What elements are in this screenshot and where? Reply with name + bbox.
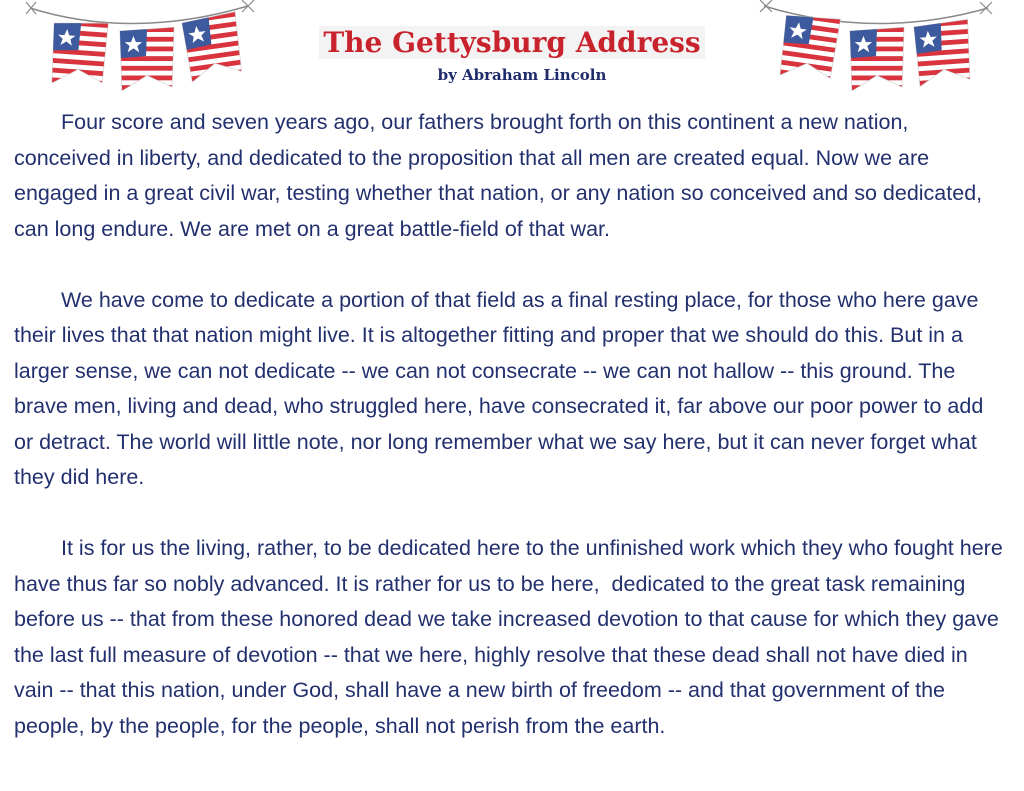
paragraph-1: Four score and seven years ago, our fathers brought forth on this continent a new nation, conceived in liberty, and dedicated to the proposition that all men are created equal. Now we are engaged in a great civil war, testing whether that nation, or any nation so conceived and so dedicated, can long endure. We are met on a great battle-field of that war. xyxy=(14,110,989,241)
document-body xyxy=(14,105,1008,744)
document-title-text: The Gettysburg Address xyxy=(319,26,704,59)
document-title xyxy=(0,24,1024,62)
document-header xyxy=(0,0,1024,100)
paragraph-3: It is for us the living, rather, to be dedicated here to the unfinished work which they who fought here have thus far so nobly advanced. It is rather for us to be here, dedicated to the great task remaining before us -- that from these honored dead we take increased devotion to that cause for which they gave the last full measure of devotion -- that we here, highly resolve that these dead shall not have died in vain -- that this nation, under God, shall have a new birth of freedom -- and that government of the people, by the people, for the people, shall not perish from the earth. xyxy=(14,536,1009,738)
paragraph-2: We have come to dedicate a portion of that field as a final resting place, for those who here gave their lives that that nation might live. It is altogether fitting and proper that we should do this. But in a larger sense, we can not dedicate -- we can not consecrate -- we can not hallow -- this ground. The brave men, living and dead, who struggled here, have consecrated it, far above our poor power to add or detract. The world will little note, nor long remember what we say here, but it can never forget what they did here. xyxy=(14,287,990,489)
document-byline: by Abraham Lincoln xyxy=(437,66,607,84)
